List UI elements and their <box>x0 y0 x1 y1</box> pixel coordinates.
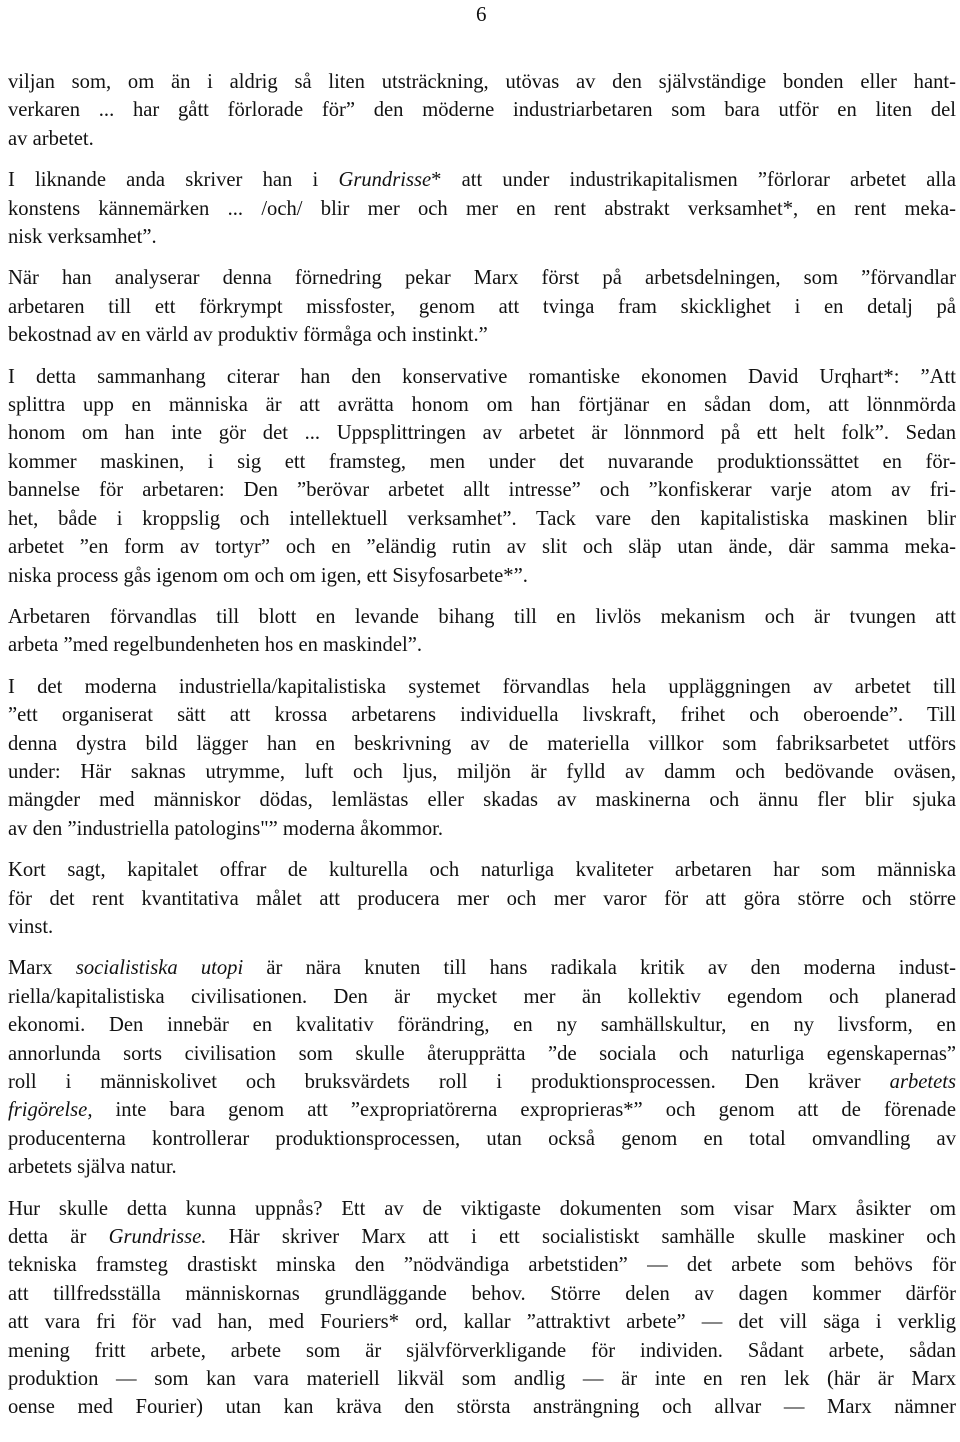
text-line <box>8 96 956 124</box>
italic-text: socialistiska utopi <box>75 957 244 980</box>
text-line <box>8 701 956 729</box>
text-run: ”ett organiserat sätt att krossa arbetarens individuella livskraft, frihet och oberoende”. Till <box>8 704 956 727</box>
paragraph <box>8 603 956 660</box>
text-run: konstens kännemärken ... /och/ blir mer och mer en rent abstrakt verksamhet*, en rent meka- <box>8 197 956 220</box>
text-run: denna dystra bild lägger han en beskrivning av de materiella villkor som fabriksarbetet utförs <box>8 732 956 755</box>
text-line <box>8 954 956 982</box>
page-number: 6 <box>476 2 487 26</box>
text-line <box>8 223 956 251</box>
text-line <box>8 321 956 349</box>
text-run: ekonomi. Den innebär en kvalitativ förändring, en ny samhällskultur, en ny livsform, en <box>8 1014 956 1037</box>
text-run: kommer maskinen, i sig ett framsteg, men under det nuvarande produktionssättet en för- <box>8 450 956 473</box>
text-line <box>8 730 956 758</box>
text-line <box>8 885 956 913</box>
text-run: arbetets själva natur. <box>8 1156 177 1179</box>
text-line <box>8 815 956 843</box>
text-run: niska process gås igenom om och om igen, ett Sisyfosarbete*”. <box>8 564 528 587</box>
text-line <box>8 1096 956 1124</box>
document-body <box>8 68 956 1435</box>
text-run: annorlunda sorts civilisation som skulle återupprätta ”de sociala och naturliga egenskapernas” <box>8 1042 956 1065</box>
italic-text: arbetets <box>889 1071 956 1093</box>
text-line <box>8 1195 956 1223</box>
text-run: för det rent kvantitativa målet att producera mer och mer varor för att göra större och större <box>8 887 956 910</box>
text-run: Arbetaren förvandlas till blott en levande bihang till en livlös mekanism och är tvungen att <box>8 605 956 628</box>
text-run: oense med Fourier) utan kan kräva den största ansträngning och allvar — Marx nämner <box>8 1396 956 1419</box>
text-line <box>8 603 956 631</box>
text-line <box>8 786 956 814</box>
paragraph <box>8 673 956 843</box>
text-line <box>8 1223 956 1251</box>
text-line <box>8 1280 956 1308</box>
text-line <box>8 1040 956 1068</box>
text-run: het, både i kroppslig och intellektuell verksamhet”. Tack vare den kapitalistiska maskinen blir <box>8 507 956 530</box>
text-run: detta är <box>8 1226 109 1249</box>
text-line <box>8 419 956 447</box>
text-run: är nära knuten till hans radikala kritik av den moderna indust- <box>243 957 956 980</box>
text-run: inte bara genom att ”expropriatörerna exproprieras*” och genom att de förenade <box>92 1099 956 1122</box>
text-line <box>8 631 956 659</box>
text-line <box>8 1365 956 1393</box>
text-run: I det moderna industriella/kapitalistiska systemet förvandlas hela uppläggningen av arbetet till <box>8 675 956 698</box>
paragraph <box>8 363 956 590</box>
text-line <box>8 1251 956 1279</box>
text-run: I detta sammanhang citerar han den konservative romantiske ekonomen David Urqhart*: ”Att <box>8 365 956 388</box>
text-run: mening fritt arbete, arbete som är självförverkligande för individen. Sådant arbete, sådan <box>8 1339 956 1362</box>
paragraph <box>8 1195 956 1422</box>
text-run: roll i människolivet och bruksvärdets roll i produktionsprocessen. Den kräver <box>8 1071 890 1093</box>
text-run: mängder med människor dödas, lemlästas eller skadas av maskinerna och ännu fler blir sjuka <box>8 789 956 812</box>
text-line <box>8 363 956 391</box>
text-run: arbetet ”en form av tortyr” och en ”eländig rutin av slit och släp utan ände, där samma meka- <box>8 536 956 559</box>
text-line <box>8 125 956 153</box>
text-run: produktion — som kan vara materiell likväl som andlig — är inte en ren lek (här är Marx <box>8 1368 956 1391</box>
text-line <box>8 68 956 96</box>
text-run: riella/kapitalistiska civilisationen. Den är mycket mer än kollektiv egendom och planerad <box>8 985 956 1008</box>
paragraph <box>8 68 956 153</box>
text-run: I liknande anda skriver han i <box>8 169 339 192</box>
text-run: nisk verksamhet”. <box>8 226 157 249</box>
text-line <box>8 673 956 701</box>
paragraph <box>8 166 956 251</box>
paragraph <box>8 954 956 1181</box>
text-run: bannelse för arbetaren: Den ”berövar arbetet allt intresse” och ”konfiskerar varje atom av fri- <box>8 479 956 502</box>
paragraph <box>8 264 956 349</box>
text-run: viljan som, om än i aldrig så liten utsträckning, utövas av den självständige bonden eller hant- <box>8 71 956 93</box>
italic-text: Grundrisse <box>338 169 432 192</box>
text-line <box>8 758 956 786</box>
text-line <box>8 1153 956 1181</box>
text-line <box>8 856 956 884</box>
text-run: När han analyserar denna förnedring pekar Marx först på arbetsdelningen, som ”förvandlar <box>8 267 956 290</box>
text-run: att tillfredsställa människornas grundläggande behov. Större delen av dagen kommer därför <box>8 1282 956 1305</box>
text-line <box>8 264 956 292</box>
text-line <box>8 913 956 941</box>
text-line <box>8 293 956 321</box>
text-run: tekniska framsteg drastiskt minska den ”nödvändiga arbetstiden” — det arbete som behövs för <box>8 1254 956 1277</box>
text-line <box>8 476 956 504</box>
text-run: Här skriver Marx att i ett socialistiskt samhälle skulle maskiner och <box>206 1226 956 1249</box>
text-run: * att under industrikapitalismen ”förlorar arbetet alla <box>431 169 956 192</box>
text-run: vinst. <box>8 915 54 938</box>
text-run: splittra upp en människa är att avrätta honom om han förtjänar en sådan dom, att lönnmörda <box>8 394 956 417</box>
text-line <box>8 505 956 533</box>
text-line <box>8 1125 956 1153</box>
text-run: arbeta ”med regelbundenheten hos en maskindel”. <box>8 634 422 657</box>
text-run: Kort sagt, kapitalet offrar de kulturella och naturliga kvaliteter arbetaren har som människa <box>8 859 956 882</box>
text-line <box>8 1011 956 1039</box>
text-line <box>8 562 956 590</box>
text-line <box>8 1393 956 1421</box>
text-line <box>8 983 956 1011</box>
text-run: under: Här saknas utrymme, luft och ljus, miljön är fylld av damm och bedövande oväsen, <box>8 760 956 783</box>
text-line <box>8 195 956 223</box>
italic-text: Grundrisse. <box>108 1226 207 1249</box>
text-line <box>8 448 956 476</box>
text-line <box>8 1337 956 1365</box>
text-run: producenterna kontrollerar produktionsprocessen, utan också genom en total omvandling av <box>8 1127 956 1150</box>
text-run: Hur skulle detta kunna uppnås? Ett av de viktigaste dokumenten som visar Marx åsikter om <box>8 1197 956 1220</box>
text-run: verkaren ... har gått förlorade för” den möderne industriarbetaren som bara utför en liten del <box>8 99 956 122</box>
text-run: att vara fri för vad han, med Fouriers* ord, kallar ”attraktivt arbete” — det vill säga i verklig <box>8 1311 956 1334</box>
text-run: honom om han inte gör det ... Uppsplittringen av arbetet är lönnmord på ett helt folk”. Sedan <box>8 422 956 445</box>
text-line <box>8 1308 956 1336</box>
text-run: av den ”industriella patologins"” moderna åkommor. <box>8 817 444 840</box>
italic-text: frigörelse, <box>8 1099 93 1122</box>
text-run: bekostnad av en värld av produktiv förmåga och instinkt.” <box>8 324 488 347</box>
text-line <box>8 166 956 194</box>
paragraph <box>8 856 956 941</box>
text-line <box>8 1068 956 1096</box>
text-line <box>8 533 956 561</box>
text-line <box>8 391 956 419</box>
text-run: Marx <box>8 957 76 980</box>
text-run: av arbetet. <box>8 127 94 150</box>
text-run: arbetaren till ett förkrympt missfoster, genom att tvinga fram skicklighet i en detalj på <box>8 295 956 318</box>
